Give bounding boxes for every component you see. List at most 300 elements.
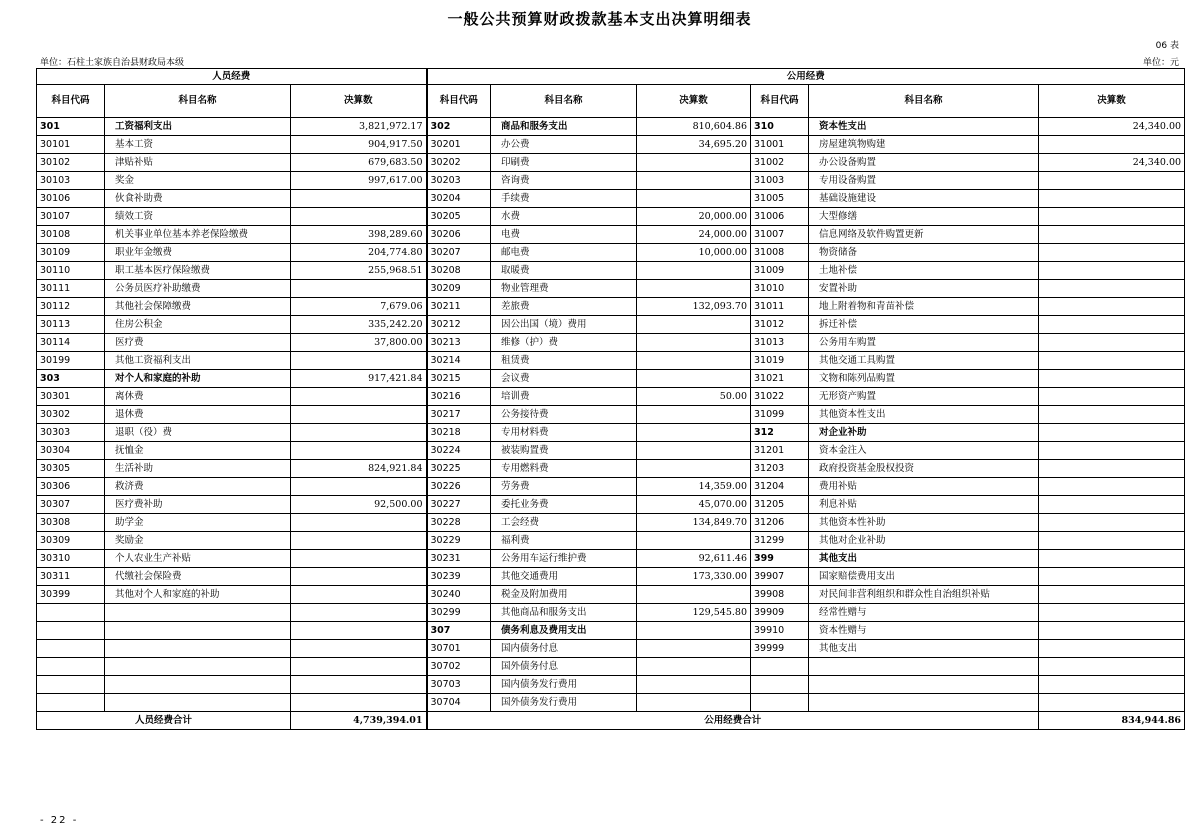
cell-name: 利息补贴 xyxy=(809,496,1039,514)
table-row xyxy=(37,388,1185,406)
cell-name: 国外债务发行费用 xyxy=(491,694,637,712)
header-public: 公用经费 xyxy=(427,69,1185,85)
cell-amount xyxy=(1039,442,1185,460)
cell-name: 机关事业单位基本养老保险缴费 xyxy=(105,226,291,244)
cell-amount xyxy=(637,406,751,424)
expenditure-table-container xyxy=(36,68,1184,730)
cell-amount xyxy=(291,586,427,604)
cell-name: 被装购置费 xyxy=(491,442,637,460)
public-total-value: 834,944.86 xyxy=(1039,712,1185,730)
cell-name: 津贴补贴 xyxy=(105,154,291,172)
cell-code: 30110 xyxy=(37,262,105,280)
cell-name: 经常性赠与 xyxy=(809,604,1039,622)
cell-code: 30209 xyxy=(427,280,491,298)
header-code: 科目代码 xyxy=(427,85,491,118)
cell-amount xyxy=(291,352,427,370)
table-row xyxy=(37,136,1185,154)
cell-amount: 134,849.70 xyxy=(637,514,751,532)
cell-amount: 24,340.00 xyxy=(1039,118,1185,136)
cell-name: 安置补助 xyxy=(809,280,1039,298)
cell-amount xyxy=(637,424,751,442)
cell-code: 30207 xyxy=(427,244,491,262)
cell-code xyxy=(37,658,105,676)
table-row xyxy=(37,532,1185,550)
cell-amount xyxy=(1039,550,1185,568)
table-row xyxy=(37,478,1185,496)
cell-name: 其他交通费用 xyxy=(491,568,637,586)
cell-code: 30240 xyxy=(427,586,491,604)
cell-amount xyxy=(1039,388,1185,406)
cell-code: 30224 xyxy=(427,442,491,460)
cell-name: 费用补贴 xyxy=(809,478,1039,496)
cell-code: 307 xyxy=(427,622,491,640)
cell-name: 医疗费 xyxy=(105,334,291,352)
cell-code: 30702 xyxy=(427,658,491,676)
cell-amount: 810,604.86 xyxy=(637,118,751,136)
cell-code: 30106 xyxy=(37,190,105,208)
cell-name: 助学金 xyxy=(105,514,291,532)
cell-code: 30114 xyxy=(37,334,105,352)
table-row xyxy=(37,496,1185,514)
cell-name: 退职（役）费 xyxy=(105,424,291,442)
table-row xyxy=(37,550,1185,568)
cell-code: 30303 xyxy=(37,424,105,442)
cell-amount xyxy=(1039,406,1185,424)
cell-amount: 129,545.80 xyxy=(637,604,751,622)
cell-amount: 917,421.84 xyxy=(291,370,427,388)
cell-name: 会议费 xyxy=(491,370,637,388)
cell-name: 个人农业生产补贴 xyxy=(105,550,291,568)
cell-name xyxy=(105,658,291,676)
cell-code: 31204 xyxy=(751,478,809,496)
cell-name: 退休费 xyxy=(105,406,291,424)
cell-amount: 10,000.00 xyxy=(637,244,751,262)
cell-amount xyxy=(1039,622,1185,640)
cell-amount: 92,611.46 xyxy=(637,550,751,568)
cell-code: 30302 xyxy=(37,406,105,424)
table-row xyxy=(37,460,1185,478)
cell-amount xyxy=(1039,496,1185,514)
cell-amount: 92,500.00 xyxy=(291,496,427,514)
table-number: 06 表 xyxy=(1155,41,1179,51)
table-row xyxy=(37,568,1185,586)
cell-code: 30206 xyxy=(427,226,491,244)
cell-name: 国内债务发行费用 xyxy=(491,676,637,694)
cell-code: 31205 xyxy=(751,496,809,514)
cell-amount: 173,330.00 xyxy=(637,568,751,586)
cell-name: 国外债务付息 xyxy=(491,658,637,676)
cell-name: 无形资产购置 xyxy=(809,388,1039,406)
cell-name: 资本金注入 xyxy=(809,442,1039,460)
cell-name: 绩效工资 xyxy=(105,208,291,226)
cell-name: 政府投资基金股权投资 xyxy=(809,460,1039,478)
cell-name: 生活补助 xyxy=(105,460,291,478)
cell-amount xyxy=(1039,136,1185,154)
cell-code: 31099 xyxy=(751,406,809,424)
cell-amount xyxy=(291,424,427,442)
table-row xyxy=(37,622,1185,640)
cell-name: 信息网络及软件购置更新 xyxy=(809,226,1039,244)
cell-amount xyxy=(291,568,427,586)
cell-code: 31005 xyxy=(751,190,809,208)
cell-amount: 24,340.00 xyxy=(1039,154,1185,172)
cell-amount xyxy=(637,622,751,640)
cell-name: 房屋建筑物购建 xyxy=(809,136,1039,154)
cell-name xyxy=(105,640,291,658)
cell-code: 30309 xyxy=(37,532,105,550)
unit-currency-label: 单位：元 xyxy=(1142,58,1179,68)
cell-name: 工会经费 xyxy=(491,514,637,532)
cell-amount xyxy=(1039,298,1185,316)
cell-name: 国内债务付息 xyxy=(491,640,637,658)
cell-code: 30111 xyxy=(37,280,105,298)
cell-name: 福利费 xyxy=(491,532,637,550)
cell-amount xyxy=(291,280,427,298)
cell-amount: 204,774.80 xyxy=(291,244,427,262)
cell-amount xyxy=(637,280,751,298)
cell-amount xyxy=(291,658,427,676)
cell-name: 劳务费 xyxy=(491,478,637,496)
cell-code: 30217 xyxy=(427,406,491,424)
cell-amount xyxy=(637,262,751,280)
header-amount: 决算数 xyxy=(291,85,427,118)
cell-name: 代缴社会保险费 xyxy=(105,568,291,586)
cell-amount xyxy=(1039,424,1185,442)
cell-name xyxy=(105,694,291,712)
cell-code: 31012 xyxy=(751,316,809,334)
cell-code: 30215 xyxy=(427,370,491,388)
cell-code: 30212 xyxy=(427,316,491,334)
cell-amount xyxy=(637,532,751,550)
cell-amount xyxy=(291,478,427,496)
table-row xyxy=(37,280,1185,298)
header-amount: 决算数 xyxy=(1039,85,1185,118)
cell-name: 抚恤金 xyxy=(105,442,291,460)
cell-name: 伙食补助费 xyxy=(105,190,291,208)
cell-code: 31010 xyxy=(751,280,809,298)
cell-code: 30204 xyxy=(427,190,491,208)
cell-code: 30225 xyxy=(427,460,491,478)
cell-code: 30202 xyxy=(427,154,491,172)
totals-row xyxy=(37,712,1185,730)
header-code: 科目代码 xyxy=(751,85,809,118)
cell-amount xyxy=(1039,676,1185,694)
table-row xyxy=(37,118,1185,136)
cell-code: 30228 xyxy=(427,514,491,532)
cell-amount xyxy=(1039,244,1185,262)
cell-amount xyxy=(1039,460,1185,478)
table-row xyxy=(37,208,1185,226)
cell-code: 31002 xyxy=(751,154,809,172)
table-row xyxy=(37,334,1185,352)
cell-name: 差旅费 xyxy=(491,298,637,316)
table-row xyxy=(37,514,1185,532)
cell-name: 物业管理费 xyxy=(491,280,637,298)
cell-code: 302 xyxy=(427,118,491,136)
cell-amount xyxy=(1039,514,1185,532)
cell-code: 30305 xyxy=(37,460,105,478)
cell-code: 31013 xyxy=(751,334,809,352)
cell-name: 对个人和家庭的补助 xyxy=(105,370,291,388)
cell-name: 手续费 xyxy=(491,190,637,208)
header-code: 科目代码 xyxy=(37,85,105,118)
cell-code: 301 xyxy=(37,118,105,136)
cell-amount xyxy=(291,388,427,406)
cell-amount xyxy=(291,640,427,658)
cell-amount xyxy=(291,622,427,640)
table-row xyxy=(37,676,1185,694)
cell-code: 312 xyxy=(751,424,809,442)
table-row xyxy=(37,154,1185,172)
cell-name: 其他对企业补助 xyxy=(809,532,1039,550)
cell-amount xyxy=(291,676,427,694)
cell-name: 物资储备 xyxy=(809,244,1039,262)
cell-amount xyxy=(637,352,751,370)
cell-code: 30304 xyxy=(37,442,105,460)
header-name: 科目名称 xyxy=(105,85,291,118)
cell-amount xyxy=(1039,208,1185,226)
cell-amount: 50.00 xyxy=(637,388,751,406)
cell-code: 30218 xyxy=(427,424,491,442)
cell-code: 30201 xyxy=(427,136,491,154)
cell-name: 基础设施建设 xyxy=(809,190,1039,208)
cell-name: 印刷费 xyxy=(491,154,637,172)
cell-amount xyxy=(637,640,751,658)
cell-amount xyxy=(291,442,427,460)
cell-code: 30399 xyxy=(37,586,105,604)
cell-name: 办公费 xyxy=(491,136,637,154)
table-row xyxy=(37,244,1185,262)
personnel-total-value: 4,739,394.01 xyxy=(291,712,427,730)
cell-name: 医疗费补助 xyxy=(105,496,291,514)
header-name: 科目名称 xyxy=(491,85,637,118)
cell-name xyxy=(105,676,291,694)
cell-code: 30301 xyxy=(37,388,105,406)
cell-amount xyxy=(291,514,427,532)
page-number: - 22 - xyxy=(40,815,79,826)
cell-amount xyxy=(291,190,427,208)
cell-name: 税金及附加费用 xyxy=(491,586,637,604)
cell-amount xyxy=(1039,478,1185,496)
cell-amount xyxy=(1039,640,1185,658)
cell-code: 39908 xyxy=(751,586,809,604)
cell-amount: 132,093.70 xyxy=(637,298,751,316)
cell-name: 公务员医疗补助缴费 xyxy=(105,280,291,298)
cell-code: 30307 xyxy=(37,496,105,514)
cell-amount xyxy=(637,586,751,604)
cell-code: 30103 xyxy=(37,172,105,190)
cell-code: 31206 xyxy=(751,514,809,532)
cell-code: 31001 xyxy=(751,136,809,154)
header-personnel: 人员经费 xyxy=(37,69,427,85)
cell-code: 30701 xyxy=(427,640,491,658)
cell-name: 其他资本性支出 xyxy=(809,406,1039,424)
header-name: 科目名称 xyxy=(809,85,1039,118)
cell-code: 30102 xyxy=(37,154,105,172)
cell-amount xyxy=(1039,604,1185,622)
cell-name: 其他资本性补助 xyxy=(809,514,1039,532)
cell-amount: 14,359.00 xyxy=(637,478,751,496)
cell-code: 31011 xyxy=(751,298,809,316)
cell-name: 债务利息及费用支出 xyxy=(491,622,637,640)
cell-code: 39907 xyxy=(751,568,809,586)
cell-name: 奖励金 xyxy=(105,532,291,550)
cell-code: 30205 xyxy=(427,208,491,226)
page-title: 一般公共预算财政拨款基本支出决算明细表 xyxy=(447,10,752,28)
cell-code: 30101 xyxy=(37,136,105,154)
cell-amount xyxy=(1039,172,1185,190)
cell-code: 30229 xyxy=(427,532,491,550)
cell-name: 对企业补助 xyxy=(809,424,1039,442)
cell-amount xyxy=(1039,352,1185,370)
cell-name: 工资福利支出 xyxy=(105,118,291,136)
cell-code: 30227 xyxy=(427,496,491,514)
cell-code: 31007 xyxy=(751,226,809,244)
table-row xyxy=(37,190,1185,208)
cell-code: 30107 xyxy=(37,208,105,226)
cell-amount: 37,800.00 xyxy=(291,334,427,352)
cell-amount xyxy=(637,676,751,694)
cell-amount xyxy=(1039,532,1185,550)
cell-code: 30112 xyxy=(37,298,105,316)
cell-name: 电费 xyxy=(491,226,637,244)
cell-name: 对民间非营利组织和群众性自治组织补贴 xyxy=(809,586,1039,604)
cell-code: 31299 xyxy=(751,532,809,550)
table-row xyxy=(37,640,1185,658)
table-row xyxy=(37,586,1185,604)
cell-name: 其他社会保障缴费 xyxy=(105,298,291,316)
cell-code xyxy=(37,640,105,658)
cell-name: 其他工资福利支出 xyxy=(105,352,291,370)
cell-amount: 824,921.84 xyxy=(291,460,427,478)
cell-name: 公务用车购置 xyxy=(809,334,1039,352)
cell-code xyxy=(37,676,105,694)
cell-code xyxy=(751,694,809,712)
cell-name: 奖金 xyxy=(105,172,291,190)
cell-amount xyxy=(291,604,427,622)
cell-amount xyxy=(291,694,427,712)
cell-code: 30203 xyxy=(427,172,491,190)
cell-code: 31021 xyxy=(751,370,809,388)
cell-name: 水费 xyxy=(491,208,637,226)
cell-code: 30239 xyxy=(427,568,491,586)
cell-name: 职业年金缴费 xyxy=(105,244,291,262)
cell-amount xyxy=(1039,280,1185,298)
cell-code: 399 xyxy=(751,550,809,568)
cell-amount xyxy=(637,154,751,172)
cell-amount: 7,679.06 xyxy=(291,298,427,316)
table-body xyxy=(37,118,1185,712)
table-row xyxy=(37,262,1185,280)
cell-name: 商品和服务支出 xyxy=(491,118,637,136)
cell-amount: 255,968.51 xyxy=(291,262,427,280)
cell-amount xyxy=(1039,334,1185,352)
cell-code: 30108 xyxy=(37,226,105,244)
cell-amount xyxy=(637,442,751,460)
cell-amount xyxy=(1039,190,1185,208)
cell-amount xyxy=(637,172,751,190)
cell-amount: 398,289.60 xyxy=(291,226,427,244)
cell-code: 30211 xyxy=(427,298,491,316)
cell-amount: 3,821,972.17 xyxy=(291,118,427,136)
cell-amount xyxy=(637,316,751,334)
cell-code: 31022 xyxy=(751,388,809,406)
table-row xyxy=(37,604,1185,622)
cell-code: 30113 xyxy=(37,316,105,334)
table-row xyxy=(37,694,1185,712)
cell-amount: 20,000.00 xyxy=(637,208,751,226)
cell-code xyxy=(37,622,105,640)
table-row xyxy=(37,316,1185,334)
table-row xyxy=(37,226,1185,244)
cell-amount xyxy=(291,532,427,550)
cell-amount xyxy=(637,658,751,676)
cell-name: 专用材料费 xyxy=(491,424,637,442)
cell-code: 31008 xyxy=(751,244,809,262)
cell-name xyxy=(809,694,1039,712)
cell-amount xyxy=(637,694,751,712)
cell-code: 30226 xyxy=(427,478,491,496)
cell-name: 取暖费 xyxy=(491,262,637,280)
cell-name: 邮电费 xyxy=(491,244,637,262)
cell-code: 31003 xyxy=(751,172,809,190)
table-row xyxy=(37,172,1185,190)
cell-code: 30208 xyxy=(427,262,491,280)
cell-name: 住房公积金 xyxy=(105,316,291,334)
cell-code: 39999 xyxy=(751,640,809,658)
table-row xyxy=(37,352,1185,370)
cell-code: 30703 xyxy=(427,676,491,694)
cell-amount: 24,000.00 xyxy=(637,226,751,244)
cell-name: 土地补偿 xyxy=(809,262,1039,280)
cell-code xyxy=(751,676,809,694)
cell-name: 专用设备购置 xyxy=(809,172,1039,190)
cell-code: 31203 xyxy=(751,460,809,478)
cell-name: 其他支出 xyxy=(809,640,1039,658)
cell-name: 其他支出 xyxy=(809,550,1039,568)
cell-code: 310 xyxy=(751,118,809,136)
table-row xyxy=(37,298,1185,316)
table-row xyxy=(37,370,1185,388)
personnel-total-label: 人员经费合计 xyxy=(37,712,291,730)
table-row xyxy=(37,658,1185,676)
table-row xyxy=(37,406,1185,424)
cell-amount xyxy=(291,550,427,568)
cell-code: 30216 xyxy=(427,388,491,406)
unit-org-label: 单位：石柱土家族自治县财政局本级 xyxy=(40,58,185,68)
cell-amount xyxy=(1039,262,1185,280)
cell-name: 办公设备购置 xyxy=(809,154,1039,172)
header-amount: 决算数 xyxy=(637,85,751,118)
cell-name: 地上附着物和青苗补偿 xyxy=(809,298,1039,316)
cell-name: 文物和陈列品购置 xyxy=(809,370,1039,388)
cell-name: 公务用车运行维护费 xyxy=(491,550,637,568)
cell-code: 31009 xyxy=(751,262,809,280)
cell-name: 拆迁补偿 xyxy=(809,316,1039,334)
cell-name: 离休费 xyxy=(105,388,291,406)
cell-amount xyxy=(1039,370,1185,388)
cell-code: 30299 xyxy=(427,604,491,622)
cell-code: 39909 xyxy=(751,604,809,622)
cell-code xyxy=(751,658,809,676)
cell-amount xyxy=(1039,658,1185,676)
public-total-label: 公用经费合计 xyxy=(427,712,1039,730)
cell-amount: 997,617.00 xyxy=(291,172,427,190)
cell-code: 30704 xyxy=(427,694,491,712)
cell-amount xyxy=(1039,586,1185,604)
cell-name: 因公出国（境）费用 xyxy=(491,316,637,334)
table-row xyxy=(37,442,1185,460)
